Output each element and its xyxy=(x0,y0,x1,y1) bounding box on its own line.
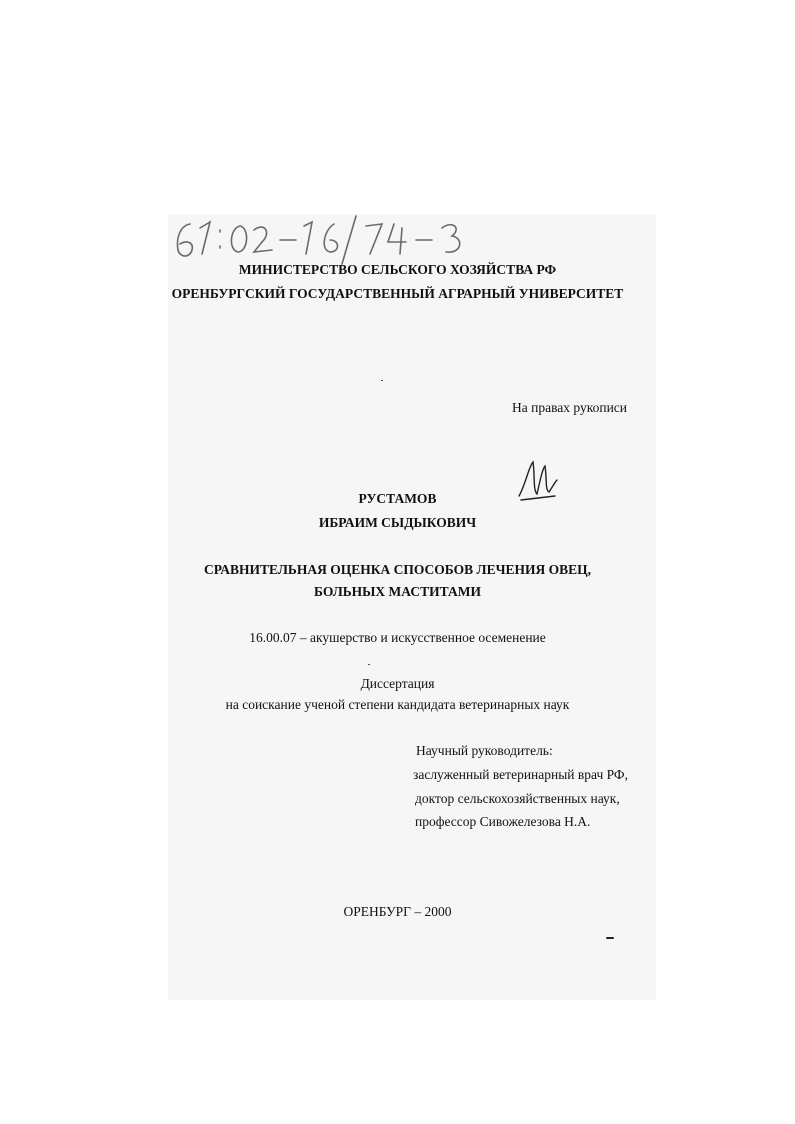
ministry-heading: МИНИСТЕРСТВО СЕЛЬСКОГО ХОЗЯЙСТВА РФ xyxy=(238,262,557,277)
supervisor-title-2: доктор сельскохозяйственных наук, xyxy=(415,791,620,806)
author-surname: РУСТАМОВ xyxy=(358,491,437,506)
archive-stamp-handwriting xyxy=(170,210,480,266)
rights-note: На правах рукописи xyxy=(512,400,628,415)
specialty-code: 16.00.07 – акушерство и искусственное осеменение xyxy=(249,630,546,645)
supervisor-name: профессор Сивожелезова Н.А. xyxy=(415,814,591,829)
supervisor-title-1: заслуженный ветеринарный врач РФ, xyxy=(413,767,628,782)
dissertation-title-line1: СРАВНИТЕЛЬНАЯ ОЦЕНКА СПОСОБОВ ЛЕЧЕНИЯ ОВЕЦ, xyxy=(204,562,591,577)
dissertation-title-line2: БОЛЬНЫХ МАСТИТАМИ xyxy=(314,584,481,599)
place-and-year: ОРЕНБУРГ – 2000 xyxy=(343,904,452,919)
scan-speck xyxy=(606,937,614,939)
author-given-names: ИБРАИМ СЫДЫКОВИЧ xyxy=(318,515,477,530)
scan-speck xyxy=(368,664,370,665)
scanned-page-area xyxy=(168,214,656,1000)
work-type: Диссертация xyxy=(360,676,435,691)
university-heading: ОРЕНБУРГСКИЙ ГОСУДАРСТВЕННЫЙ АГРАРНЫЙ УНИВЕРСИТЕТ xyxy=(171,286,624,301)
degree-sought: на соискание ученой степени кандидата ветеринарных наук xyxy=(225,697,570,712)
supervisor-heading: Научный руководитель: xyxy=(416,743,553,758)
scan-speck xyxy=(381,380,383,381)
